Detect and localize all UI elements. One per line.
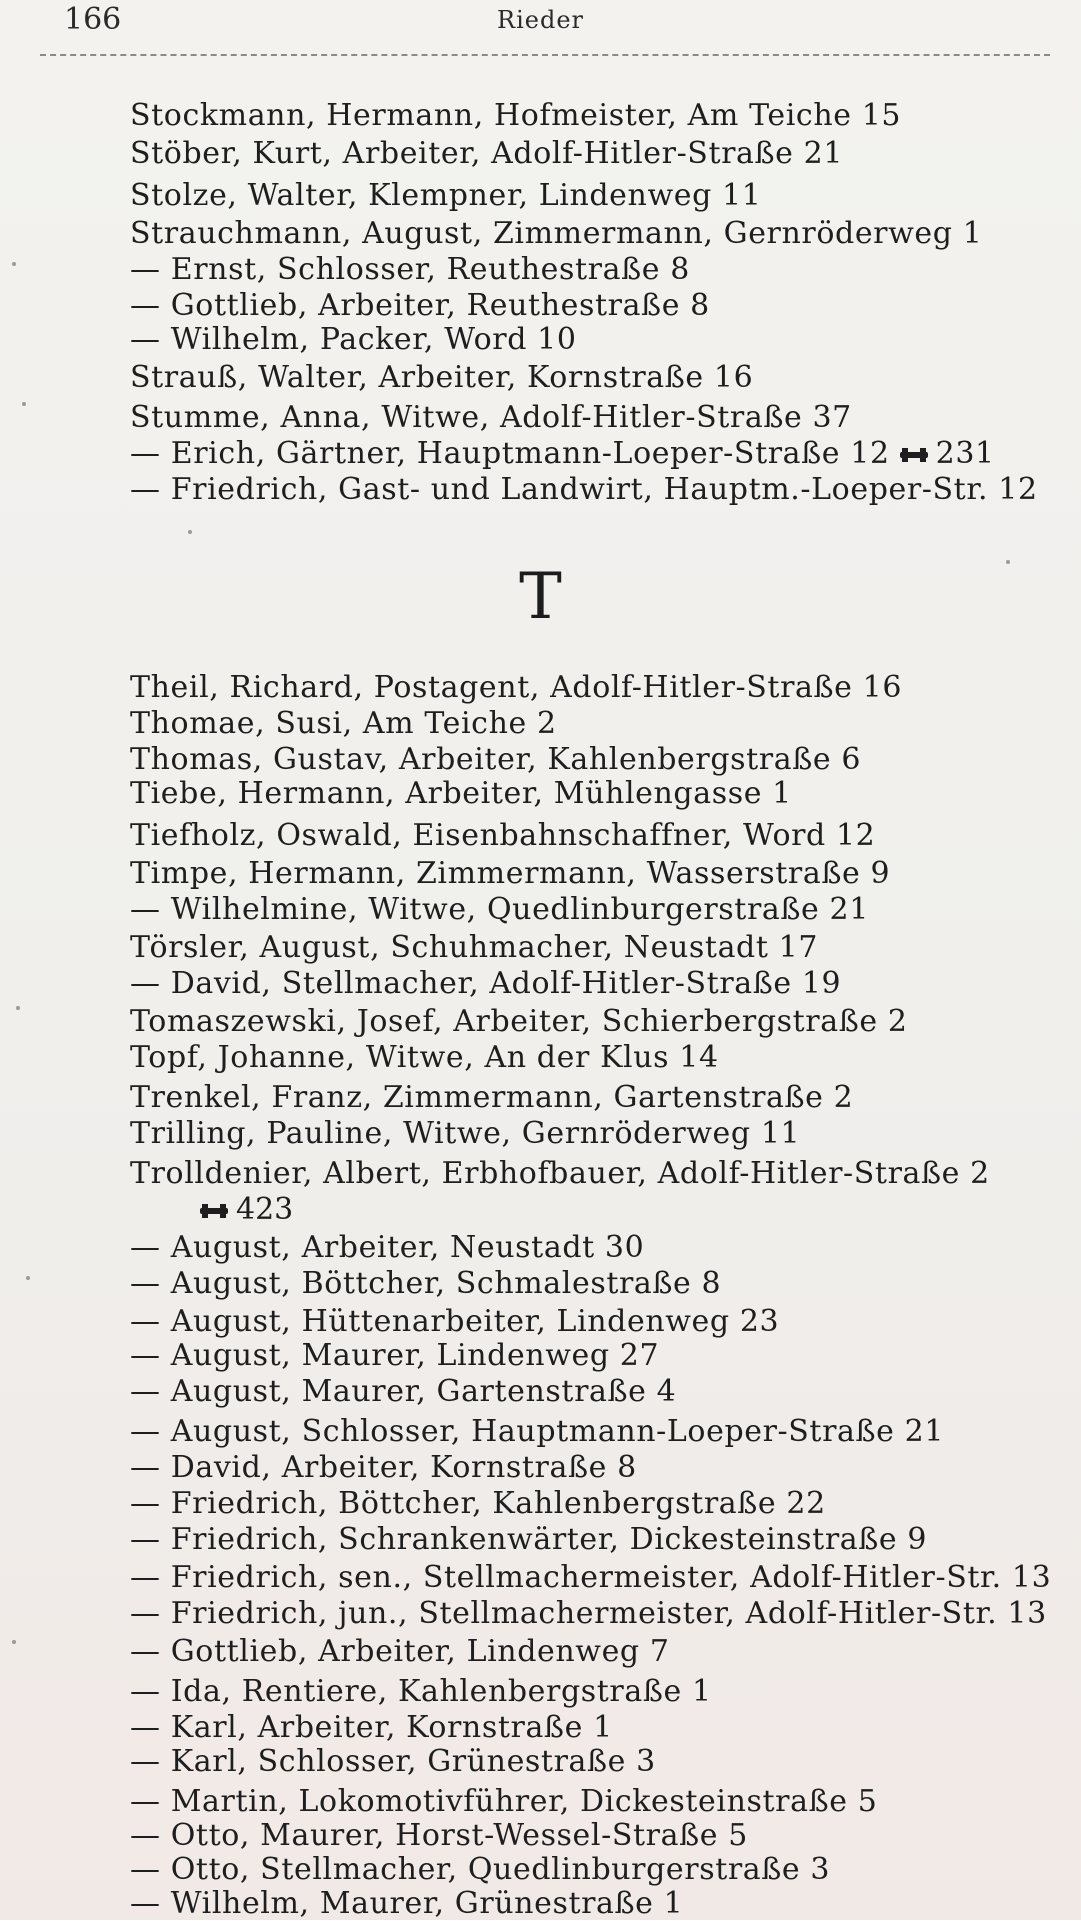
entry-text: — Erich, Gärtner, Hauptmann-Loeper-Straße 12	[130, 436, 890, 471]
phone-continuation	[190, 1192, 293, 1227]
list-item: — Gottlieb, Arbeiter, Lindenweg 7	[130, 1634, 670, 1669]
list-item: — Friedrich, sen., Stellmachermeister, Adolf-Hitler-Str. 13	[130, 1560, 1052, 1595]
list-item: — Friedrich, Böttcher, Kahlenbergstraße 22	[130, 1486, 826, 1521]
list-item: Stöber, Kurt, Arbeiter, Adolf-Hitler-Straße 21	[130, 136, 844, 171]
list-item: — August, Schlosser, Hauptmann-Loeper-Straße 21	[130, 1414, 945, 1449]
list-item-with-phone	[130, 436, 995, 471]
list-item: — David, Arbeiter, Kornstraße 8	[130, 1450, 637, 1485]
list-item: — Wilhelm, Packer, Word 10	[130, 322, 577, 357]
telephone-icon	[200, 1204, 228, 1218]
list-item: — Gottlieb, Arbeiter, Reuthestraße 8	[130, 288, 710, 323]
list-item: — August, Maurer, Lindenweg 27	[130, 1338, 660, 1373]
list-item: — Friedrich, Schrankenwärter, Dickesteinstraße 9	[130, 1522, 928, 1557]
list-item: Tiefholz, Oswald, Eisenbahnschaffner, Word 12	[130, 818, 876, 853]
list-item: — Martin, Lokomotivführer, Dickesteinstraße 5	[130, 1784, 878, 1819]
section-letter: T	[519, 560, 562, 634]
list-item: — Otto, Stellmacher, Quedlinburgerstraße 3	[130, 1852, 831, 1887]
paper-speck	[188, 530, 192, 534]
list-item: — Ida, Rentiere, Kahlenbergstraße 1	[130, 1674, 712, 1709]
list-item: Strauchmann, August, Zimmermann, Gernröderweg 1	[130, 216, 983, 251]
list-item: Topf, Johanne, Witwe, An der Klus 14	[130, 1040, 719, 1075]
page-number: 166	[64, 2, 122, 37]
list-item: — Wilhelm, Maurer, Grünestraße 1	[130, 1886, 684, 1921]
list-item: — August, Böttcher, Schmalestraße 8	[130, 1266, 722, 1301]
paper-speck	[12, 1640, 16, 1644]
list-item: — August, Hüttenarbeiter, Lindenweg 23	[130, 1304, 780, 1339]
running-head: Rieder	[497, 6, 584, 34]
list-item: Stolze, Walter, Klempner, Lindenweg 11	[130, 178, 762, 213]
list-item: Stumme, Anna, Witwe, Adolf-Hitler-Straße 37	[130, 400, 852, 435]
paper-speck	[26, 1276, 30, 1280]
list-item: — Karl, Arbeiter, Kornstraße 1	[130, 1710, 613, 1745]
list-item: Thomas, Gustav, Arbeiter, Kahlenbergstraße 6	[130, 742, 862, 777]
list-item: Törsler, August, Schuhmacher, Neustadt 17	[130, 930, 819, 965]
list-item: — Friedrich, jun., Stellmachermeister, Adolf-Hitler-Str. 13	[130, 1596, 1047, 1631]
list-item: Trenkel, Franz, Zimmermann, Gartenstraße 2	[130, 1080, 854, 1115]
list-item: — Karl, Schlosser, Grünestraße 3	[130, 1744, 656, 1779]
list-item: Trolldenier, Albert, Erbhofbauer, Adolf-Hitler-Straße 2	[130, 1156, 990, 1191]
paper-speck	[12, 262, 16, 266]
list-item: — August, Maurer, Gartenstraße 4	[130, 1374, 677, 1409]
list-item: Timpe, Hermann, Zimmermann, Wasserstraße 9	[130, 856, 891, 891]
list-item: Tiebe, Hermann, Arbeiter, Mühlengasse 1	[130, 776, 792, 811]
list-item: Stockmann, Hermann, Hofmeister, Am Teiche 15	[130, 98, 902, 133]
telephone-icon	[900, 448, 928, 462]
phone-number: 423	[236, 1192, 294, 1227]
list-item: Thomae, Susi, Am Teiche 2	[130, 706, 557, 741]
list-item: Trilling, Pauline, Witwe, Gernröderweg 11	[130, 1116, 801, 1151]
list-item: — David, Stellmacher, Adolf-Hitler-Straße 19	[130, 966, 842, 1001]
paper-speck	[22, 402, 26, 406]
list-item: — Wilhelmine, Witwe, Quedlinburgerstraße 21	[130, 892, 869, 927]
list-item: Theil, Richard, Postagent, Adolf-Hitler-Straße 16	[130, 670, 903, 705]
list-item: Strauß, Walter, Arbeiter, Kornstraße 16	[130, 360, 754, 395]
list-item: — Ernst, Schlosser, Reuthestraße 8	[130, 252, 690, 287]
list-item: — Otto, Maurer, Horst-Wessel-Straße 5	[130, 1818, 748, 1853]
list-item: — Friedrich, Gast- und Landwirt, Hauptm.-Loeper-Str. 12	[130, 472, 1038, 507]
phone-number: 231	[935, 436, 995, 471]
page-header	[0, 0, 1081, 56]
header-rule	[40, 54, 1050, 56]
list-item: — August, Arbeiter, Neustadt 30	[130, 1230, 645, 1265]
paper-speck	[1006, 560, 1010, 564]
list-item: Tomaszewski, Josef, Arbeiter, Schierbergstraße 2	[130, 1004, 908, 1039]
paper-speck	[16, 1006, 20, 1010]
